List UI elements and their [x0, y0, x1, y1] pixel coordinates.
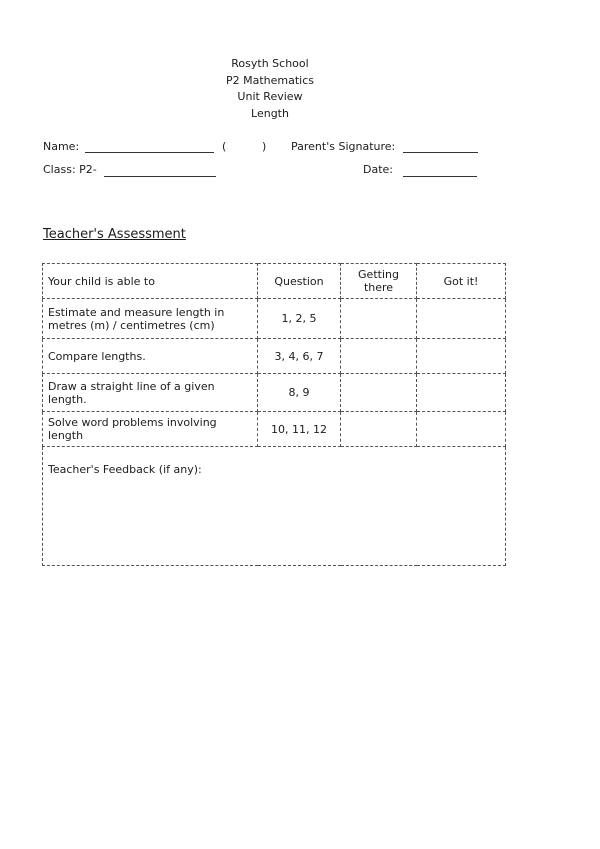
question-cell: 1, 2, 5	[258, 299, 341, 339]
feedback-cell[interactable]	[43, 447, 506, 566]
assessment-table	[42, 263, 506, 566]
table-row	[43, 412, 506, 447]
question-cell: 10, 11, 12	[258, 412, 341, 447]
getting-there-cell[interactable]	[341, 339, 417, 374]
getting-there-cell[interactable]	[341, 374, 417, 412]
skill-cell: Estimate and measure length in metres (m) / centimetres (cm)	[43, 299, 258, 339]
skill-cell: Compare lengths.	[43, 339, 258, 374]
got-it-cell[interactable]	[417, 374, 506, 412]
index-open-bracket: (	[222, 140, 227, 153]
skill-cell: Solve word problems involving length	[43, 412, 258, 447]
school-name: Rosyth School	[231, 57, 309, 70]
parent-signature-field[interactable]	[403, 152, 478, 153]
question-cell: 3, 4, 6, 7	[258, 339, 341, 374]
name-label: Name:	[43, 140, 80, 153]
document-header	[0, 56, 540, 122]
getting-there-cell[interactable]	[341, 412, 417, 447]
date-label: Date:	[363, 163, 393, 176]
column-header-skill: Your child is able to	[43, 264, 258, 299]
assessment-heading: Teacher's Assessment	[43, 227, 186, 242]
table-header-row	[43, 264, 506, 299]
column-header-question: Question	[258, 264, 341, 299]
getting-there-cell[interactable]	[341, 299, 417, 339]
feedback-row	[43, 447, 506, 566]
class-label: Class: P2-	[43, 163, 97, 176]
index-close-bracket: )	[262, 140, 267, 153]
parent-signature-label: Parent's Signature:	[291, 140, 396, 153]
table-row	[43, 339, 506, 374]
topic-title: Length	[251, 106, 289, 120]
got-it-cell[interactable]	[417, 339, 506, 374]
table-row	[43, 299, 506, 339]
skill-cell: Draw a straight line of a given length.	[43, 374, 258, 412]
question-cell: 8, 9	[258, 374, 341, 412]
feedback-label: Teacher's Feedback (if any):	[48, 463, 202, 476]
class-field[interactable]	[104, 176, 216, 177]
column-header-got-it: Got it!	[417, 264, 506, 299]
name-field[interactable]	[85, 152, 214, 153]
date-field[interactable]	[403, 176, 477, 177]
column-header-getting-there: Getting there	[341, 264, 417, 299]
unit-title: Unit Review	[237, 90, 303, 103]
subject-title: P2 Mathematics	[225, 73, 315, 87]
table-row	[43, 374, 506, 412]
got-it-cell[interactable]	[417, 412, 506, 447]
got-it-cell[interactable]	[417, 299, 506, 339]
